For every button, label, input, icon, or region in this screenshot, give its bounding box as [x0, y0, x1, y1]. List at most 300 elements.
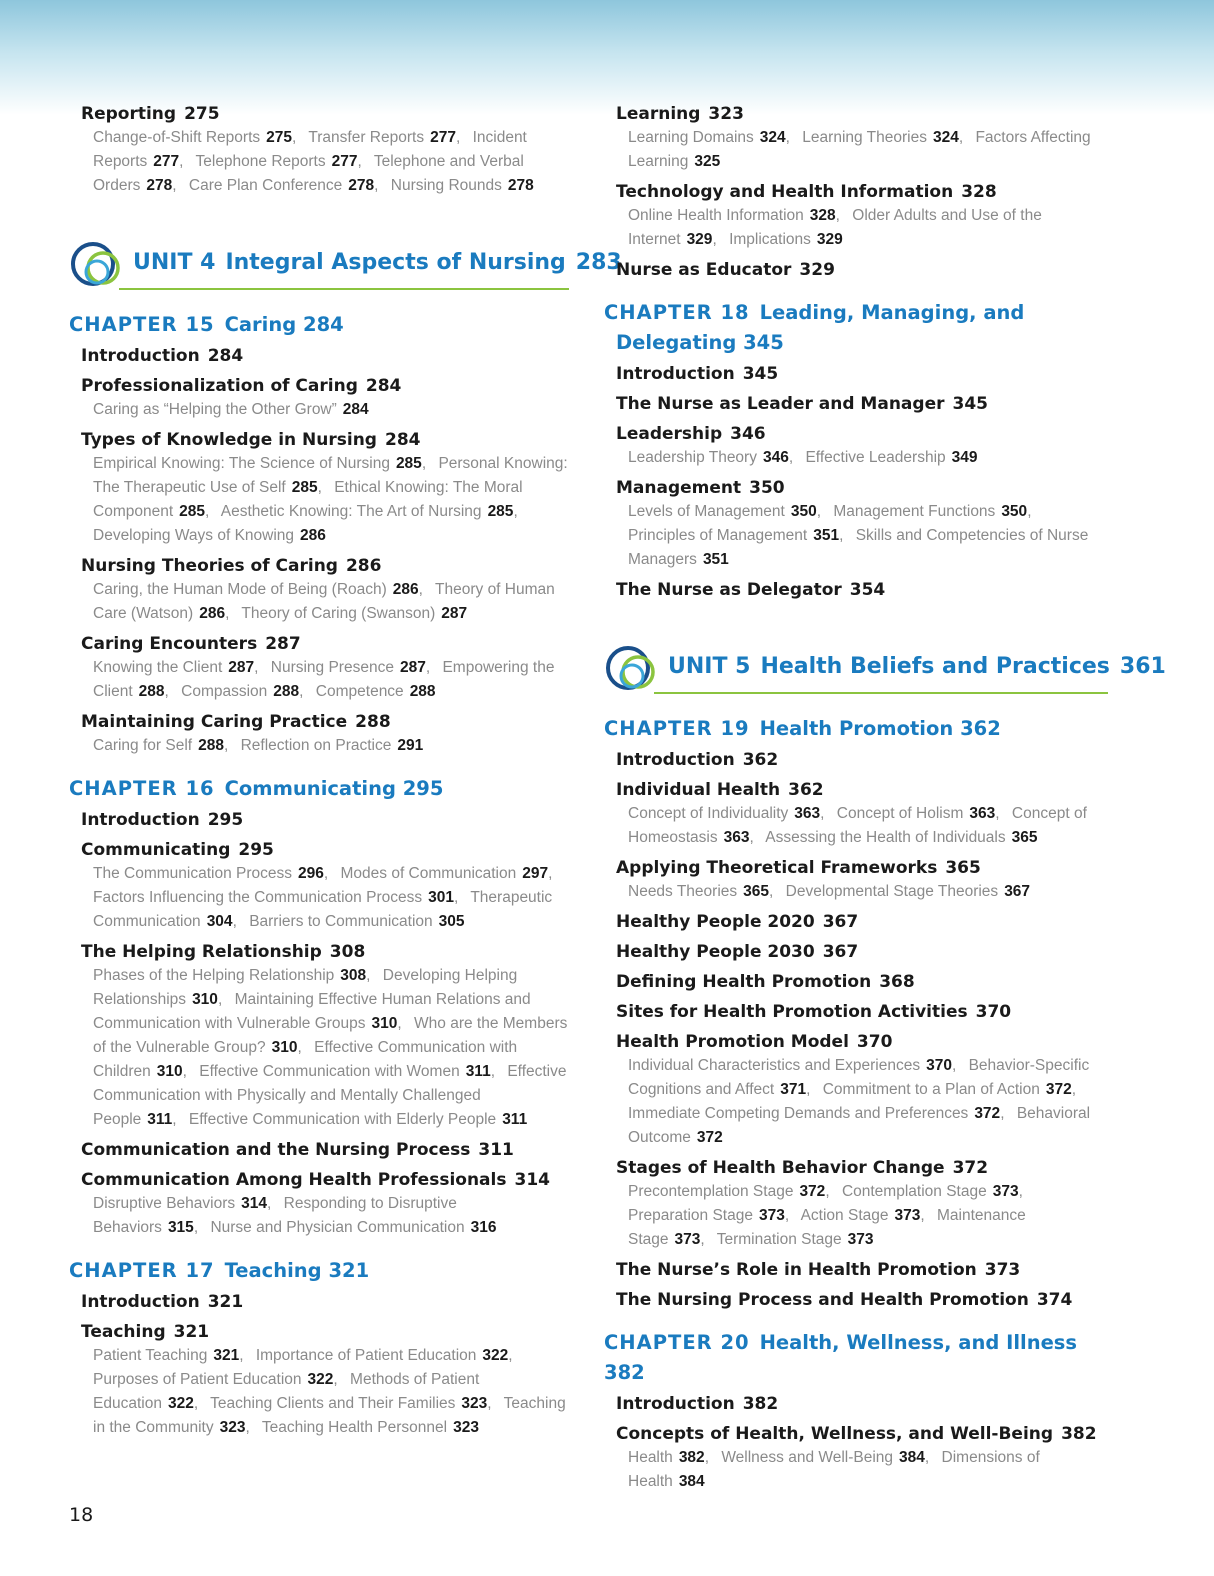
section-title: The Nurse’s Role in Health Promotion [616, 1260, 977, 1280]
separator: , [292, 129, 297, 146]
subtopic-page: 288 [138, 683, 165, 700]
section-page: 287 [265, 634, 301, 654]
unit-page: 283 [575, 250, 622, 275]
chapter-title-cont: Delegating [616, 331, 737, 354]
subtopic-page: 301 [428, 889, 454, 906]
chapter-heading[interactable] [604, 1328, 1108, 1388]
interlocking-rings-icon [69, 238, 129, 294]
section-page: 321 [173, 1322, 210, 1342]
subtopic-title: Methods of Patient Education [93, 1371, 480, 1412]
subtopics [604, 1054, 1108, 1150]
subtopic-page: 324 [759, 129, 786, 146]
subtopic-title: Care Plan Conference [188, 177, 343, 194]
section-page: 368 [879, 972, 915, 992]
subtopic-page: 310 [371, 1015, 398, 1032]
subtopic-page: 296 [298, 865, 324, 882]
subtopic-page: 350 [790, 503, 817, 520]
subtopic-title: Leadership Theory [628, 449, 757, 466]
section-title: Teaching [81, 1322, 166, 1342]
subtopic-page: 329 [816, 231, 843, 248]
separator: , [193, 1219, 199, 1236]
subtopic-page: 329 [686, 231, 713, 248]
subtopic-page: 288 [273, 683, 300, 700]
separator: , [418, 581, 423, 598]
separator: , [223, 737, 229, 754]
subtopic-page: 311 [502, 1111, 528, 1128]
chapter-label: CHAPTER 19 [604, 717, 750, 740]
separator: , [704, 1449, 709, 1466]
unit-heading[interactable] [604, 642, 1166, 698]
chapter-title: Teaching [224, 1259, 322, 1282]
toc-section[interactable] [604, 748, 1108, 772]
separator: , [749, 829, 754, 846]
section-title: The Helping Relationship [81, 942, 322, 962]
separator: , [425, 659, 431, 676]
section-title: Leadership [616, 424, 723, 444]
chapter-label: CHAPTER 16 [69, 777, 215, 800]
section-title: Maintaining Caring Practice [81, 712, 348, 732]
subtopic-page: 288 [409, 683, 436, 700]
toc-section[interactable] [604, 970, 1108, 994]
subtopics [69, 126, 569, 198]
subtopic-title: Preparation Stage [628, 1207, 753, 1224]
separator: , [267, 1195, 272, 1212]
section-page: 321 [207, 1292, 244, 1312]
toc-section[interactable] [604, 180, 1108, 204]
subtopic-title: Responding to Disruptive Behaviors [93, 1195, 457, 1236]
section-title: Sites for Health Promotion Activities [616, 1002, 968, 1022]
section-title: Introduction [81, 810, 200, 830]
unit-rule [119, 288, 569, 290]
section-title: Technology and Health Information [616, 182, 954, 202]
subtopic-page: 351 [702, 551, 729, 568]
chapter-heading[interactable] [69, 1256, 569, 1286]
toc-section[interactable] [604, 362, 1108, 386]
section-title: Nursing Theories of Caring [81, 556, 338, 576]
toc-section[interactable] [604, 1288, 1108, 1312]
subtopic-title: Telephone Reports [195, 153, 326, 170]
section-page: 370 [856, 1032, 893, 1052]
subtopic-title: Learning Theories [802, 129, 927, 146]
section-page: 373 [984, 1260, 1021, 1280]
separator: , [1071, 1081, 1077, 1098]
subtopic-page: 288 [198, 737, 224, 754]
subtopic-page: 278 [146, 177, 173, 194]
subtopic-title: Caring, the Human Mode of Being (Roach) [93, 581, 387, 598]
subtopic-title: Maintaining Effective Human Relations and Communication with Vulnerable Groups [93, 991, 531, 1032]
subtopic-page: 285 [291, 479, 318, 496]
separator: , [179, 153, 184, 170]
separator: , [806, 1081, 811, 1098]
section-title: Stages of Health Behavior Change [616, 1158, 945, 1178]
section-page: 295 [207, 810, 244, 830]
subtopic-page: 349 [951, 449, 978, 466]
section-page: 362 [788, 780, 824, 800]
separator: , [172, 1111, 177, 1128]
chapter-page: 362 [960, 717, 1001, 740]
subtopic-title: Aesthetic Knowing: The Art of Nursing [220, 503, 482, 520]
subtopic-title: Who are the Members of the Vulnerable Group? [93, 1015, 568, 1056]
section-page: 350 [749, 478, 785, 498]
section-title: Types of Knowledge in Nursing [81, 430, 377, 450]
subtopic-title: Phases of the Helping Relationship [93, 967, 335, 984]
toc-section[interactable] [604, 258, 1108, 282]
separator: , [784, 1207, 790, 1224]
separator: , [548, 865, 553, 882]
separator: , [299, 683, 304, 700]
subtopic-page: 285 [487, 503, 514, 520]
section-page: 323 [708, 104, 744, 124]
separator: , [225, 605, 230, 622]
subtopic-title: Individual Characteristics and Experiences [628, 1057, 921, 1074]
separator: , [164, 683, 169, 700]
toc-section[interactable] [69, 632, 569, 656]
toc-section[interactable] [69, 838, 569, 862]
subtopic-page: 363 [723, 829, 750, 846]
subtopic-title: Skills and Competencies of Nurse Managers [628, 527, 1089, 568]
toc-section[interactable] [604, 422, 1108, 446]
toc-section[interactable] [69, 1290, 569, 1314]
subtopics [604, 126, 1108, 174]
section-page: 329 [799, 260, 835, 280]
subtopic-page: 373 [894, 1207, 921, 1224]
subtopic-title: Transfer Reports [308, 129, 425, 146]
toc-section[interactable] [604, 778, 1108, 802]
unit-heading[interactable] [69, 238, 622, 294]
section-title: The Nurse as Delegator [616, 580, 842, 600]
separator: , [490, 1063, 496, 1080]
subtopic-title: Management Functions [833, 503, 996, 520]
toc-section[interactable] [69, 374, 569, 398]
subtopic-page: 322 [307, 1371, 334, 1388]
subtopic-page: 323 [219, 1419, 246, 1436]
chapter-heading[interactable] [69, 774, 569, 804]
separator: , [245, 1419, 250, 1436]
toc-section[interactable] [604, 392, 1108, 416]
section-page: 284 [365, 376, 402, 396]
toc-section[interactable] [69, 808, 569, 832]
toc-section[interactable] [604, 1258, 1108, 1282]
separator: , [1018, 1183, 1023, 1200]
subtopic-title: Action Stage [800, 1207, 889, 1224]
subtopic-page: 310 [156, 1063, 183, 1080]
subtopic-title: Modes of Communication [340, 865, 517, 882]
chapter-heading[interactable] [69, 310, 569, 340]
subtopics [604, 880, 1108, 904]
separator: , [453, 889, 459, 906]
section-page: 288 [355, 712, 391, 732]
subtopics [69, 964, 569, 1132]
subtopic-page: 277 [331, 153, 358, 170]
section-title: Individual Health [616, 780, 781, 800]
section-page: 382 [1061, 1424, 1097, 1444]
toc-section[interactable] [604, 1422, 1108, 1446]
toc-section[interactable] [604, 940, 1108, 964]
subtopic-page: 346 [762, 449, 789, 466]
subtopic-page: 278 [348, 177, 375, 194]
section-page: 346 [730, 424, 766, 444]
toc-section[interactable] [604, 1156, 1108, 1180]
toc-section[interactable] [69, 1138, 569, 1162]
section-title: Defining Health Promotion [616, 972, 872, 992]
section-title: Management [616, 478, 742, 498]
unit-label: UNIT 5 [668, 654, 751, 679]
separator: , [1000, 1105, 1005, 1122]
subtopic-title: Termination Stage [716, 1231, 842, 1248]
subtopic-page: 287 [399, 659, 426, 676]
subtopic-title: Competence [315, 683, 404, 700]
separator: , [924, 1449, 930, 1466]
separator: , [397, 1015, 402, 1032]
toc-section[interactable] [69, 940, 569, 964]
toc-section[interactable] [69, 102, 569, 126]
subtopic-title: Ethical Knowing: The Moral Component [93, 479, 523, 520]
subtopics [604, 1446, 1108, 1494]
subtopic-title: Learning Domains [628, 129, 754, 146]
separator: , [421, 455, 427, 472]
separator: , [366, 967, 371, 984]
separator: , [820, 805, 825, 822]
section-title: Learning [616, 104, 701, 124]
subtopics [69, 656, 569, 704]
subtopic-page: 372 [696, 1129, 723, 1146]
subtopic-title: Effective Communication with Women [199, 1063, 460, 1080]
subtopic-page: 278 [507, 177, 534, 194]
subtopic-page: 373 [758, 1207, 785, 1224]
section-page: 295 [238, 840, 274, 860]
separator: , [317, 479, 322, 496]
section-page: 362 [742, 750, 779, 770]
toc-section[interactable] [604, 1392, 1108, 1416]
separator: , [785, 129, 790, 146]
chapter-title: Health, Wellness, and Illness [759, 1331, 1078, 1354]
unit-label: UNIT 4 [133, 250, 216, 275]
subtopic-page: 365 [1011, 829, 1038, 846]
separator: , [700, 1231, 705, 1248]
subtopic-title: Purposes of Patient Education [93, 1371, 302, 1388]
subtopic-page: 297 [522, 865, 549, 882]
unit-title [668, 654, 1176, 679]
interlocking-rings-icon [604, 642, 664, 698]
subtopics [69, 862, 569, 934]
separator: , [920, 1207, 925, 1224]
subtopic-title: Assessing the Health of Individuals [765, 829, 1006, 846]
subtopic-page: 372 [974, 1105, 1001, 1122]
chapter-page: 321 [328, 1259, 370, 1282]
subtopic-title: Change-of-Shift Reports [93, 129, 261, 146]
section-title: Introduction [81, 346, 200, 366]
subtopic-title: Knowing the Client [93, 659, 223, 676]
separator: , [951, 1057, 957, 1074]
subtopic-page: 363 [969, 805, 996, 822]
subtopic-title: Factors Influencing the Communication Process [93, 889, 423, 906]
toc-section[interactable] [69, 344, 569, 368]
subtopic-title: Developing Ways of Knowing [93, 527, 295, 544]
section-page: 345 [952, 394, 988, 414]
subtopics [69, 734, 569, 758]
subtopic-page: 322 [482, 1347, 509, 1364]
separator: , [323, 865, 329, 882]
section-page: 308 [329, 942, 366, 962]
separator: , [825, 1183, 830, 1200]
toc-section[interactable] [604, 856, 1108, 880]
separator: , [455, 129, 461, 146]
subtopic-title: Personal Knowing: The Therapeutic Use of Self [93, 455, 568, 496]
subtopic-title: Caring for Self [93, 737, 193, 754]
subtopics [69, 398, 569, 422]
toc-section[interactable] [604, 476, 1108, 500]
subtopic-page: 324 [932, 129, 959, 146]
subtopic-title: Principles of Management [628, 527, 808, 544]
toc-section[interactable] [69, 554, 569, 578]
section-page: 370 [975, 1002, 1012, 1022]
subtopic-page: 373 [674, 1231, 701, 1248]
unit-name: Health Beliefs and Practices [760, 654, 1110, 679]
chapter-page: 382 [604, 1361, 645, 1384]
subtopic-page: 322 [167, 1395, 194, 1412]
section-page: 345 [742, 364, 779, 384]
section-title: Introduction [616, 1394, 735, 1414]
page-number: 18 [69, 1504, 94, 1526]
chapter-heading[interactable] [604, 298, 1108, 358]
toc-section[interactable] [604, 102, 1108, 126]
chapter-label: CHAPTER 17 [69, 1259, 215, 1282]
subtopic-page: 314 [241, 1195, 268, 1212]
toc-section[interactable] [69, 1320, 569, 1344]
subtopic-page: 371 [780, 1081, 807, 1098]
separator: , [217, 991, 223, 1008]
section-title: Communication Among Health Professionals [81, 1170, 507, 1190]
toc-section[interactable] [69, 1168, 569, 1192]
separator: , [172, 177, 177, 194]
subtopic-page: 384 [899, 1449, 925, 1466]
subtopics [604, 1180, 1108, 1252]
chapter-page: 284 [303, 313, 344, 336]
subtopic-page: 275 [266, 129, 293, 146]
toc-section[interactable] [604, 910, 1108, 934]
chapter-label: CHAPTER 20 [604, 1331, 750, 1354]
subtopic-title: Patient Teaching [93, 1347, 208, 1364]
subtopic-page: 285 [395, 455, 422, 472]
subtopic-title: Importance of Patient Education [255, 1347, 477, 1364]
subtopic-title: Needs Theories [628, 883, 738, 900]
subtopic-page: 277 [153, 153, 180, 170]
subtopic-page: 373 [992, 1183, 1019, 1200]
subtopic-title: Health [628, 1449, 673, 1466]
subtopic-page: 284 [342, 401, 369, 418]
subtopic-page: 286 [300, 527, 326, 544]
chapter-title: Health Promotion [759, 717, 954, 740]
chapter-page: 345 [743, 331, 784, 354]
subtopic-page: 328 [809, 207, 836, 224]
subtopic-page: 365 [743, 883, 770, 900]
section-title: Health Promotion Model [616, 1032, 849, 1052]
subtopic-page: 305 [438, 913, 465, 930]
toc-section[interactable] [604, 578, 1108, 602]
subtopic-page: 286 [199, 605, 226, 622]
unit-rule [654, 692, 1108, 694]
subtopic-page: 285 [179, 503, 206, 520]
separator: , [712, 231, 717, 248]
subtopic-title: Precontemplation Stage [628, 1183, 794, 1200]
subtopic-title: Effective Communication with Elderly People [188, 1111, 497, 1128]
separator: , [839, 527, 844, 544]
unit-name: Integral Aspects of Nursing [225, 250, 566, 275]
subtopic-page: 311 [465, 1063, 491, 1080]
separator: , [487, 1395, 492, 1412]
section-title: Healthy People 2030 [616, 942, 815, 962]
section-title: Communication and the Nursing Process [81, 1140, 471, 1160]
subtopics [69, 578, 569, 626]
subtopic-title: Barriers to Communication [249, 913, 433, 930]
separator: , [769, 883, 774, 900]
unit-title [133, 250, 632, 275]
chapter-label: CHAPTER 18 [604, 301, 750, 324]
section-title: The Nurse as Leader and Manager [616, 394, 945, 414]
toc-left-column [69, 102, 622, 1446]
subtopic-page: 304 [206, 913, 233, 930]
separator: , [193, 1395, 199, 1412]
toc-section[interactable] [69, 710, 569, 734]
subtopic-page: 370 [926, 1057, 952, 1074]
subtopic-title: Concept of Individuality [628, 805, 789, 822]
subtopic-title: Nurse and Physician Communication [210, 1219, 465, 1236]
separator: , [788, 449, 794, 466]
subtopic-title: Online Health Information [628, 207, 804, 224]
subtopic-page: 350 [1001, 503, 1028, 520]
subtopic-title: Nursing Rounds [390, 177, 502, 194]
subtopic-title: Immediate Competing Demands and Preferences [628, 1105, 969, 1122]
subtopic-title: Commitment to a Plan of Action [822, 1081, 1040, 1098]
subtopic-title: Theory of Caring (Swanson) [241, 605, 436, 622]
subtopic-title: Implications [729, 231, 811, 248]
section-page: 286 [345, 556, 382, 576]
toc-right-column [604, 102, 1166, 1500]
chapter-title: Caring [224, 313, 297, 336]
section-page: 374 [1036, 1290, 1073, 1310]
chapter-page: 295 [402, 777, 444, 800]
subtopic-title: The Communication Process [93, 865, 292, 882]
subtopic-page: 363 [794, 805, 821, 822]
subtopic-title: Effective Communication with Children [93, 1039, 518, 1080]
subtopic-title: Effective Communication with Physically and Mentally Challenged People [93, 1063, 567, 1128]
section-page: 372 [952, 1158, 989, 1178]
toc-section[interactable] [69, 428, 569, 452]
section-page: 367 [822, 912, 859, 932]
separator: , [333, 1371, 338, 1388]
separator: , [958, 129, 964, 146]
toc-section[interactable] [604, 1030, 1108, 1054]
subtopic-title: Teaching in the Community [93, 1395, 566, 1436]
subtopic-title: Behavior-Specific Cognitions and Affect [628, 1057, 1090, 1098]
subtopic-page: 316 [470, 1219, 497, 1236]
section-title: Healthy People 2020 [616, 912, 815, 932]
chapter-heading[interactable] [604, 714, 1108, 744]
section-page: 328 [961, 182, 997, 202]
section-title: Introduction [81, 1292, 200, 1312]
subtopic-page: 373 [847, 1231, 874, 1248]
toc-section[interactable] [604, 1000, 1108, 1024]
separator: , [1027, 503, 1032, 520]
subtopic-page: 311 [147, 1111, 173, 1128]
subtopic-title: Developmental Stage Theories [785, 883, 999, 900]
section-title: Professionalization of Caring [81, 376, 358, 396]
subtopic-page: 323 [453, 1419, 479, 1436]
section-page: 314 [514, 1170, 550, 1190]
separator: , [232, 913, 237, 930]
subtopic-title: Empowering the Client [93, 659, 555, 700]
section-title: Caring Encounters [81, 634, 258, 654]
